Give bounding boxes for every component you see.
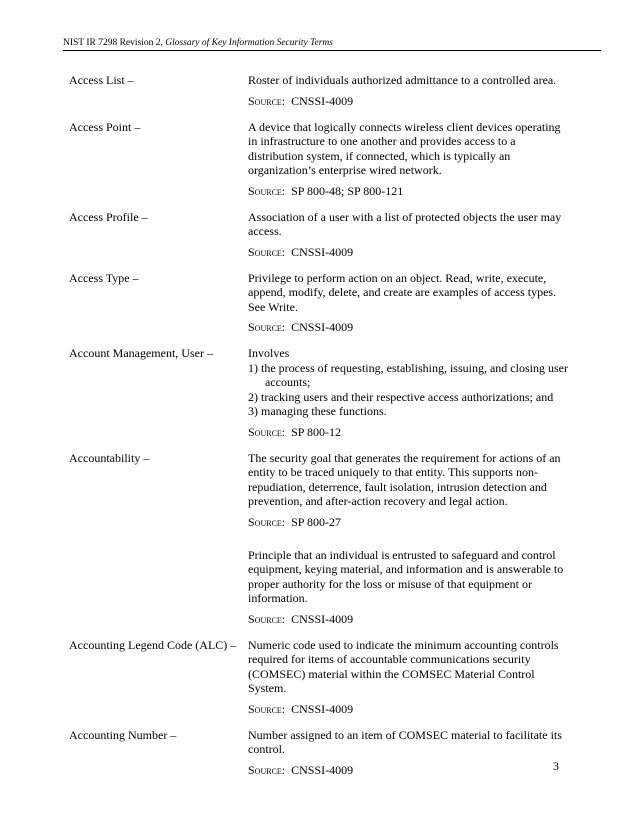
definition-text: Numeric code used to indicate the minimum accounting controls required for items of accountable communications security (COMSEC) material within the COMSEC Material Control System. (248, 637, 559, 695)
glossary-entry (69, 120, 579, 199)
definition-column (248, 346, 568, 440)
source-label: Source: (248, 93, 286, 108)
page-number: 3 (553, 759, 559, 773)
definition-text: Privilege to perform action on an object. Read, write, execute, append, modify, delete, and create are examples of access types. See Write. (248, 270, 557, 314)
source-reference: CNSSI-4009 (291, 93, 354, 108)
source-reference: CNSSI-4009 (291, 244, 354, 259)
definition-text: A device that logically connects wireless client devices operating in infrastructure to one another and provides access to a distribution system, if connected, which is typically an organization’s enterprise wired network. (248, 119, 561, 177)
sense-separator (248, 530, 568, 548)
definition-text: The security goal that generates the requirement for actions of an entity to be traced uniquely to that entity. This supports non-repudiation, deterrence, fault isolation, intrusion detection and prevention, and after-action recovery and legal action. (248, 450, 561, 508)
definition-column (248, 271, 568, 336)
running-header (63, 37, 601, 49)
source-reference: CNSSI-4009 (291, 611, 354, 626)
source-label: Source: (248, 514, 286, 529)
definition-text: Principle that an individual is entrusted to safeguard and control equipment, keying material, and information and is answerable to proper authority for the loss or misuse of that equipment or information. (248, 547, 564, 605)
source-reference: SP 800-48; SP 800-121 (291, 183, 404, 198)
source-label: Source: (248, 320, 286, 334)
glossary-term: Account Management, User – (69, 346, 213, 360)
definition-list (248, 361, 568, 419)
source-line (248, 763, 568, 778)
glossary-entry (69, 271, 579, 336)
glossary-term: Access Profile – (69, 209, 148, 224)
source-reference: SP 800-12 (291, 424, 342, 439)
glossary-term: Access Point – (69, 119, 141, 134)
source-line (248, 320, 568, 335)
glossary-entry (69, 451, 579, 627)
source-line (248, 515, 568, 530)
glossary-entry (69, 73, 579, 109)
header-series-title: Glossary of Key Information Security Terms (165, 38, 333, 48)
glossary-entry (69, 210, 579, 260)
glossary-term: Accountability – (69, 450, 150, 465)
definition-text: Association of a user with a list of protected objects the user may access. (248, 209, 562, 238)
source-line (248, 612, 568, 627)
source-label: Source: (248, 701, 286, 716)
source-label: Source: (248, 611, 286, 626)
definition-text: Involves (248, 346, 290, 360)
source-label: Source: (248, 762, 286, 777)
source-reference: CNSSI-4009 (291, 762, 354, 777)
definition-column (248, 638, 568, 717)
definition-column (248, 210, 568, 260)
source-line (248, 245, 568, 260)
glossary-entry (69, 728, 579, 778)
glossary-entries (69, 73, 579, 789)
header-doc-id: NIST IR 7298 Revision 2, (63, 38, 163, 48)
source-line (248, 702, 568, 717)
source-label: Source: (248, 244, 286, 259)
source-line (248, 425, 568, 440)
definition-list-item: 3) managing these functions. (248, 404, 387, 418)
definition-column (248, 73, 568, 109)
definition-list-item: 2) tracking users and their respective access authorizations; and (248, 389, 554, 404)
source-line (248, 94, 568, 109)
glossary-entry (69, 346, 579, 440)
glossary-term: Access Type – (69, 270, 139, 285)
glossary-entry (69, 638, 579, 717)
definition-column (248, 728, 568, 778)
source-line (248, 184, 568, 199)
source-label: Source: (248, 424, 286, 439)
source-reference: SP 800-27 (291, 514, 342, 529)
header-rule (63, 50, 601, 51)
source-reference: CNSSI-4009 (291, 320, 354, 334)
glossary-term: Accounting Legend Code (ALC) – (69, 637, 237, 652)
definition-column (248, 451, 568, 627)
definition-list-item: 1) the process of requesting, establishing, issuing, and closing user accounts; (248, 360, 568, 389)
definition-column (248, 120, 568, 199)
source-reference: CNSSI-4009 (291, 701, 354, 716)
definition-text: Roster of individuals authorized admittance to a controlled area. (248, 73, 557, 87)
source-label: Source: (248, 183, 286, 198)
glossary-term: Accounting Number – (69, 727, 177, 742)
definition-text: Number assigned to an item of COMSEC material to facilitate its control. (248, 727, 562, 756)
glossary-term: Access List – (69, 73, 134, 87)
